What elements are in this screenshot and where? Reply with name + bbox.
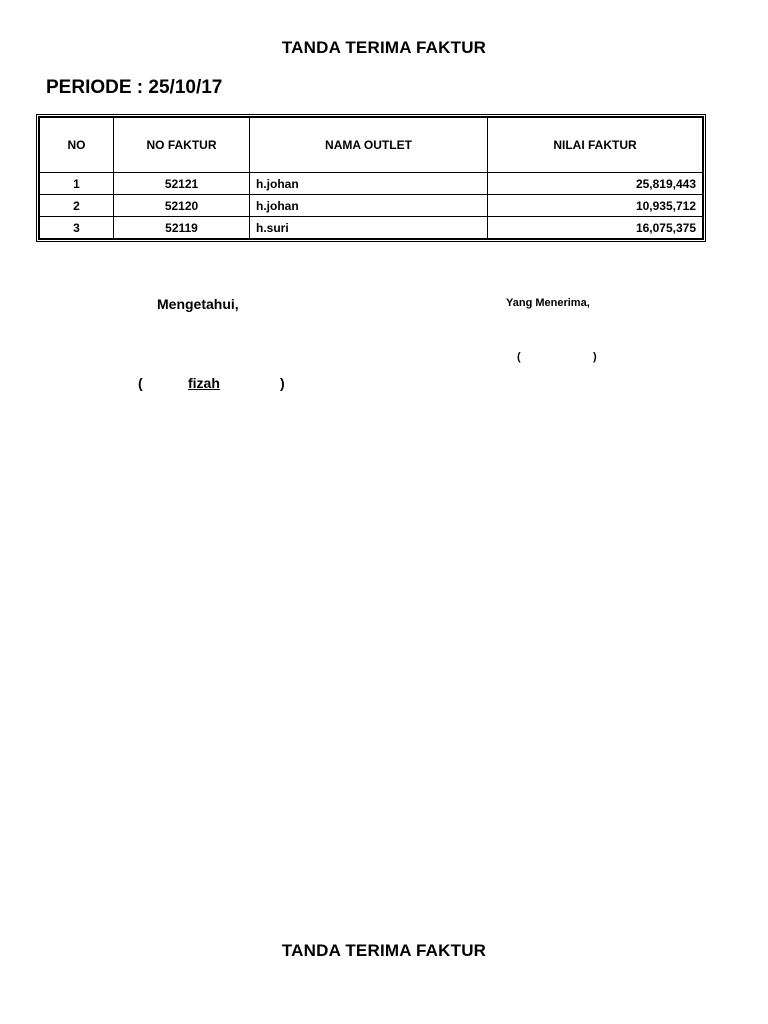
- document-title: TANDA TERIMA FAKTUR: [281, 38, 487, 57]
- acknowledger-name: fizah: [188, 375, 220, 391]
- cell-nilai-faktur: 25,819,443: [488, 173, 703, 195]
- header-nama-outlet: NAMA OUTLET: [250, 118, 488, 173]
- table-row: [40, 173, 703, 195]
- mengetahui-label: Mengetahui,: [157, 296, 239, 312]
- yang-menerima-label: Yang Menerima,: [506, 297, 590, 309]
- cell-no: 2: [40, 195, 114, 217]
- invoice-table-frame: [36, 114, 706, 242]
- table-row: [40, 195, 703, 217]
- header-nilai-faktur: NILAI FAKTUR: [488, 118, 703, 173]
- header-no: NO: [40, 118, 114, 173]
- receiver-open-paren: (: [517, 351, 521, 363]
- table-header-row: [40, 118, 703, 173]
- cell-no-faktur: 52120: [114, 195, 250, 217]
- cell-nama-outlet: h.johan: [250, 173, 488, 195]
- cell-nilai-faktur: 16,075,375: [488, 217, 703, 239]
- cell-no: 3: [40, 217, 114, 239]
- receiver-close-paren: ): [593, 351, 597, 363]
- next-document-title: TANDA TERIMA FAKTUR: [281, 941, 487, 960]
- cell-no-faktur: 52119: [114, 217, 250, 239]
- cell-nama-outlet: h.johan: [250, 195, 488, 217]
- periode-label: PERIODE : 25/10/17: [46, 77, 223, 98]
- cell-nilai-faktur: 10,935,712: [488, 195, 703, 217]
- cell-nama-outlet: h.suri: [250, 217, 488, 239]
- invoice-table: [39, 117, 703, 239]
- table-row: [40, 217, 703, 239]
- cell-no-faktur: 52121: [114, 173, 250, 195]
- acknowledger-open-paren: (: [138, 375, 143, 391]
- header-no-faktur: NO FAKTUR: [114, 118, 250, 173]
- cell-no: 1: [40, 173, 114, 195]
- acknowledger-close-paren: ): [280, 375, 285, 391]
